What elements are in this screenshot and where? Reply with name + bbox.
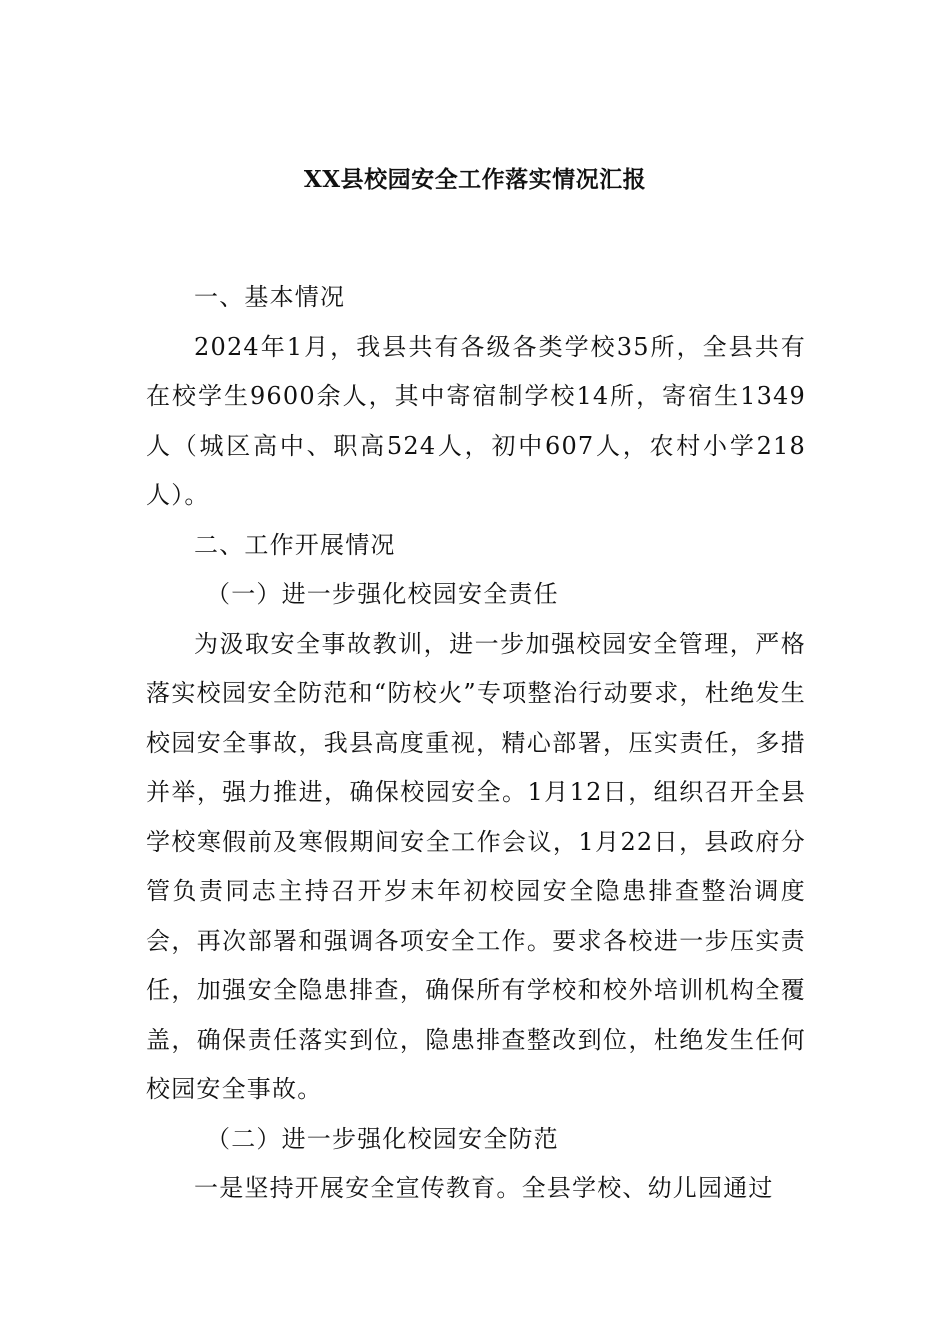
- paragraph-safety-prevention: 一是坚持开展安全宣传教育。全县学校、幼儿园通过: [194, 1174, 774, 1202]
- document-body: [146, 273, 806, 1214]
- section-heading-work-progress: 二、工作开展情况: [194, 530, 396, 559]
- paragraph-safety-responsibility: 为汲取安全事故教训，进一步加强校园安全管理，严格落实校园安全防范和“防校火”专项整治行动要求，杜绝发生校园安全事故，我县高度重视，精心部署，压实责任，多措并举，强力推进，确保校园安全。1月12日，组织召开全县学校寒假前及寒假期间安全工作会议，1月22日，县政府分管负责同志主持召开岁末年初校园安全隐患排查整治调度会，再次部署和强调各项安全工作。要求各校进一步压实责任，加强安全隐患排查，确保所有学校和校外培训机构全覆盖，确保责任落实到位，隐患排查整改到位，杜绝发生任何校园安全事故。: [146, 629, 806, 1103]
- subsection-heading-safety-responsibility: （一）进一步强化校园安全责任: [206, 580, 559, 608]
- document-title: XX县校园安全工作落实情况汇报: [303, 166, 647, 193]
- subsection-heading-safety-prevention: （二）进一步强化校园安全防范: [206, 1124, 559, 1153]
- paragraph-basic-situation: 2024年1月，我县共有各级各类学校35所，全县共有在校学生9600余人，其中寄宿制学校14所，寄宿生1349人（城区高中、职高524人，初中607人，农村小学218人）。: [146, 332, 806, 509]
- section-heading-basic-situation: 一、基本情况: [194, 283, 346, 311]
